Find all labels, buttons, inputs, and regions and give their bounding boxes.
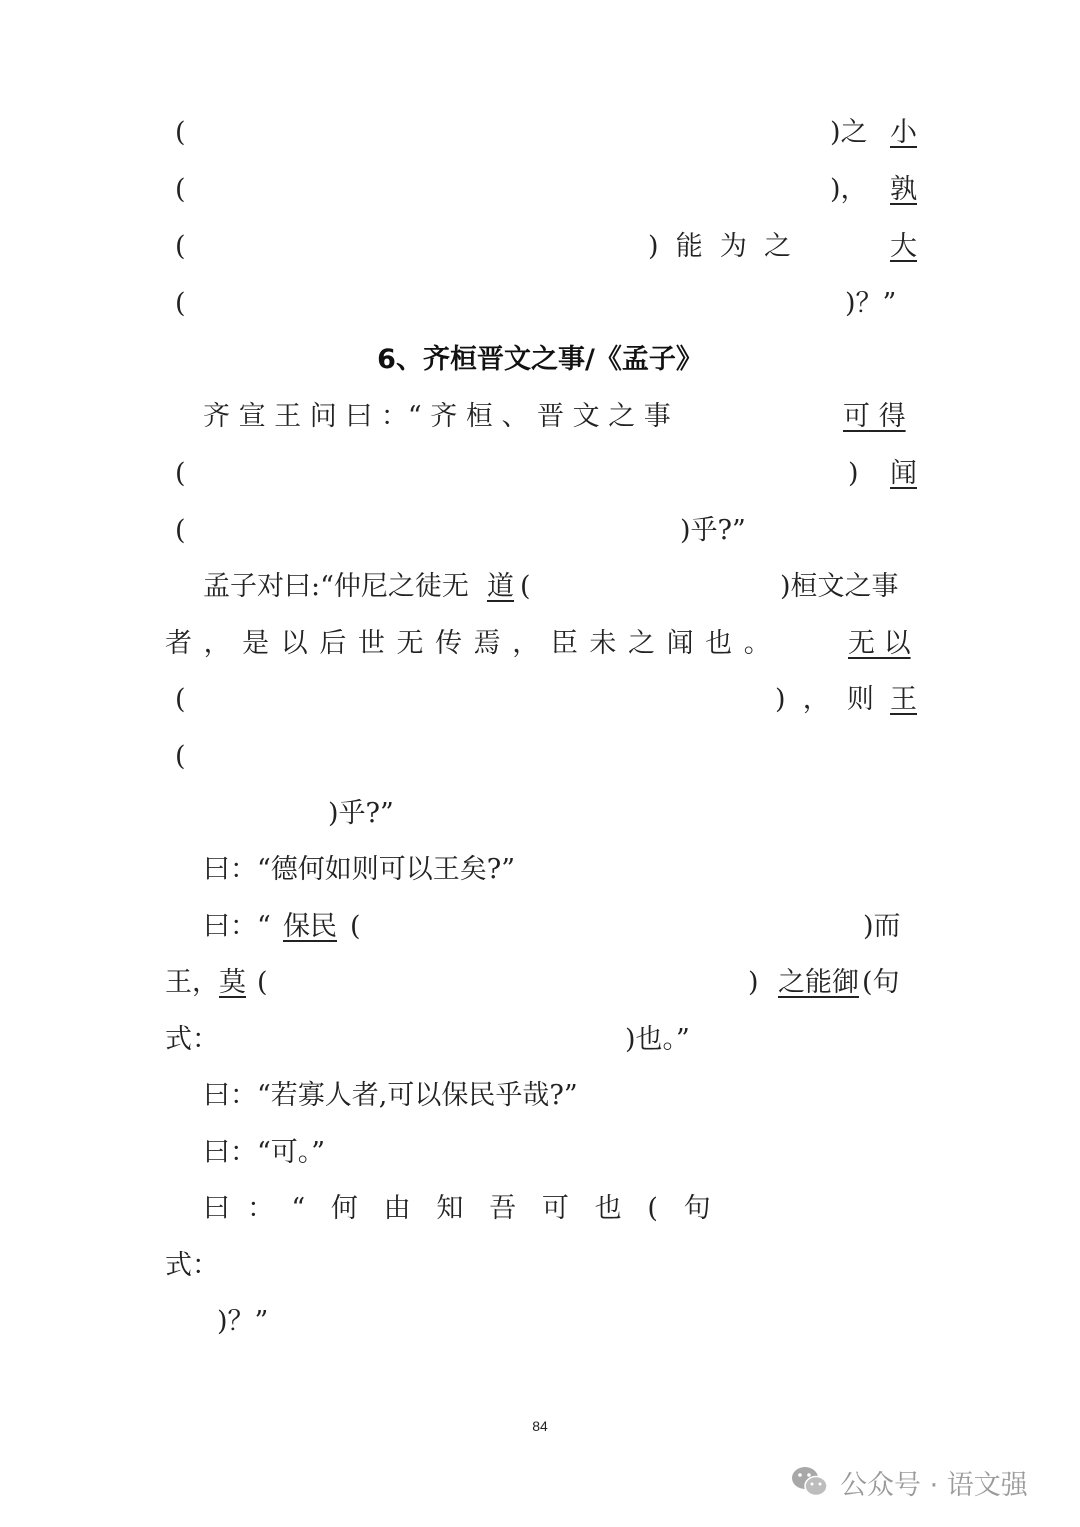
close-paren: )而: [863, 911, 901, 942]
close-paren: )桓文之事: [780, 571, 899, 602]
underlined-word: 孰: [890, 174, 917, 205]
paragraph-text: 者 ， 是 以 后 世 无 传 焉 ， 臣 未 之 闻 也 。: [165, 628, 771, 659]
page-number: 84: [532, 1418, 548, 1434]
open-paren: (: [175, 231, 186, 262]
close-paren: )乎?”: [328, 798, 394, 829]
paragraph-text: 式：: [165, 1024, 219, 1055]
paragraph-text: 曰 ： “ 何 由 知 吾 可 也 ( 句: [203, 1193, 711, 1224]
underlined-word: 保民: [283, 911, 337, 942]
underlined-word: 小: [890, 117, 917, 148]
open-paren: (: [175, 117, 186, 148]
close-paren: )也。”: [625, 1024, 690, 1055]
paragraph-text: 式：: [165, 1250, 219, 1281]
open-paren: (: [175, 174, 186, 205]
underlined-word: 可 得: [843, 401, 906, 432]
open-paren: (: [257, 967, 268, 998]
close-paren: )，: [830, 174, 868, 205]
underlined-word: 道: [487, 571, 514, 602]
open-paren: (: [520, 571, 531, 602]
underlined-word: 大: [890, 231, 917, 262]
open-paren: (: [350, 911, 361, 942]
open-paren: (: [175, 458, 186, 489]
open-paren: (: [175, 684, 186, 715]
close-paren: ) ， 则: [775, 684, 874, 715]
close-paren: ): [748, 967, 759, 998]
wechat-icon: [790, 1464, 830, 1500]
paragraph-text: (句: [862, 967, 900, 998]
paragraph-text: 曰：“德何如则可以王矣?”: [203, 854, 516, 885]
underlined-word: 莫: [219, 967, 246, 998]
watermark: [790, 1462, 1028, 1502]
underlined-word: 之能御: [778, 967, 859, 998]
underlined-word: 闻: [890, 458, 917, 489]
close-paren: )之: [830, 117, 868, 148]
close-paren: ): [848, 458, 859, 489]
paragraph-text: 曰：“: [203, 911, 271, 942]
open-paren: (: [175, 515, 186, 546]
open-paren: (: [175, 741, 186, 772]
close-paren: )？”: [845, 288, 897, 319]
paragraph-text: 孟子对曰:“仲尼之徒无: [203, 571, 469, 602]
paragraph-text: 齐 宣 王 问 曰 ：“ 齐 桓 、 晋 文 之 事: [203, 401, 671, 432]
watermark-text: 公众号 · 语文强: [840, 1469, 1028, 1501]
underlined-word: 无 以: [848, 628, 911, 659]
close-paren: )乎?”: [680, 515, 746, 546]
paragraph-text: 王，: [165, 967, 219, 998]
section-title: 6、齐桓晋文之事/《孟子》: [377, 344, 703, 375]
close-paren: ) 能 为 之: [648, 231, 792, 262]
paragraph-text: 曰：“若寡人者,可以保民乎哉?”: [203, 1080, 578, 1111]
underlined-word: 王: [890, 684, 917, 715]
paragraph-text: 曰：“可。”: [203, 1137, 326, 1168]
open-paren: (: [175, 288, 186, 319]
close-paren: )？”: [217, 1306, 269, 1337]
